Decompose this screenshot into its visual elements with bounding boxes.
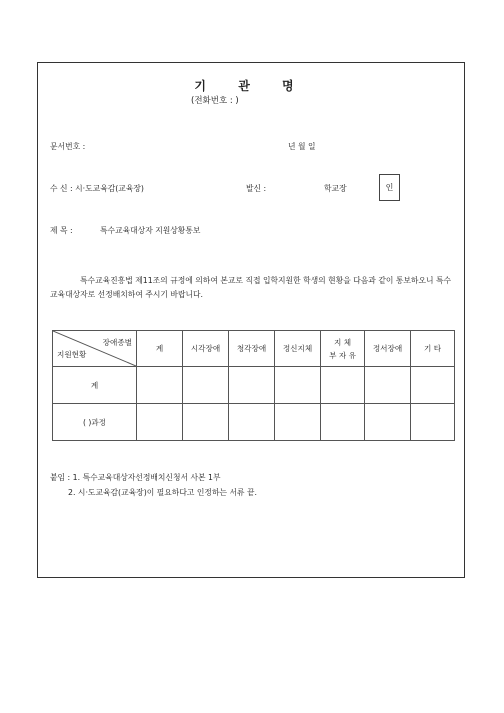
table-corner-cell	[53, 331, 137, 367]
corner-top-label: 장애종별	[102, 338, 132, 347]
column-header: 정신지체	[275, 331, 321, 367]
document-frame	[37, 62, 465, 578]
table-row	[53, 367, 455, 404]
column-header: 계	[137, 331, 183, 367]
attachment-1: 붙임 : 1. 특수교육대상자선정배치신청서 사본 1부	[50, 473, 221, 482]
table-cell	[365, 367, 411, 404]
school-head: 학교장	[324, 184, 347, 193]
row-label: ( )과정	[53, 404, 137, 441]
table-cell	[321, 404, 365, 441]
table-cell	[411, 404, 455, 441]
column-header: 정서장애	[365, 331, 411, 367]
sender-label: 발신 :	[246, 184, 267, 193]
subject-label: 제 목 :	[50, 226, 73, 235]
phone-number: (전화번호 : )	[191, 96, 239, 106]
column-header-line: 부 자 유	[329, 350, 356, 360]
table-cell	[275, 367, 321, 404]
attachment-2: 2. 시·도교육감(교육장)이 필요하다고 인정하는 서류 끝.	[68, 488, 258, 497]
table-header-row	[53, 331, 455, 367]
subject: 특수교육대상자 지원상황통보	[100, 226, 201, 235]
document-number-label: 문서번호 :	[50, 142, 86, 151]
status-table	[52, 330, 455, 441]
seal-box: 인	[379, 174, 400, 201]
table-cell	[137, 367, 183, 404]
column-header: 기 타	[411, 331, 455, 367]
corner-bottom-label: 지원현황	[57, 350, 87, 359]
table-cell	[365, 404, 411, 441]
table-cell	[183, 367, 229, 404]
table-cell	[321, 367, 365, 404]
column-header: 청각장애	[229, 331, 275, 367]
table-cell	[183, 404, 229, 441]
recipient: 수 신 : 시·도교육감(교육장)	[50, 184, 144, 193]
row-label: 계	[53, 367, 137, 404]
table-cell	[275, 404, 321, 441]
org-title: 기 관 명	[194, 79, 308, 93]
table-cell	[229, 404, 275, 441]
document-date: 년 월 일	[288, 142, 316, 151]
body-paragraph: 특수교육진흥법 제11조의 규정에 의하여 본교로 직접 입학지원한 학생의 현황을 다음과 같이 통보하오니 특수교육대상자로 선정배치하여 주시기 바랍니다.	[50, 276, 452, 299]
table-row	[53, 404, 455, 441]
table-cell	[229, 367, 275, 404]
table-cell	[137, 404, 183, 441]
column-header	[321, 331, 365, 367]
column-header: 시각장애	[183, 331, 229, 367]
table-cell	[411, 367, 455, 404]
column-header-line: 지 체	[333, 337, 352, 347]
